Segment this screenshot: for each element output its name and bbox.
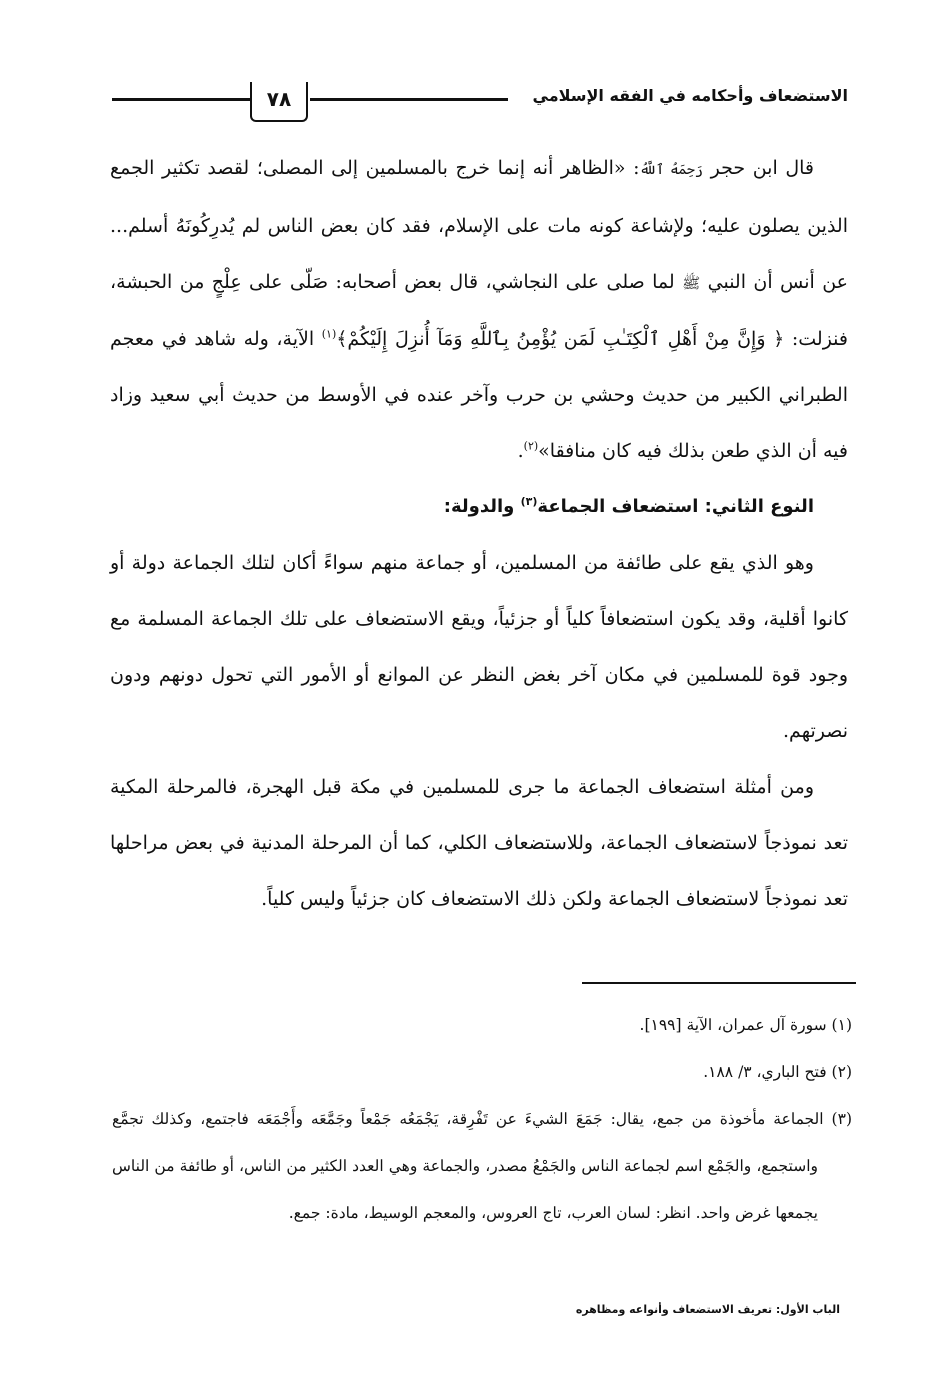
section-heading: النوع الثاني: استضعاف الجماعة$^{(٣)}$ والدولة: bbox=[443, 495, 814, 517]
paragraph-examples: ومن أمثلة استضعاف الجماعة ما جرى للمسلمين في مكة قبل الهجرة، فالمرحلة المكية تعد نموذجاً لاستضعاف الجماعة، وللاستضعاف الكلي، كما أن المرحلة المدنية في بعض مراحلها تعد نموذجاً لاستضعاف الجماعة ولكن ذلك الاستضعاف كان جزئياً وليس كلياً. bbox=[110, 776, 848, 910]
footnote-ref-3[interactable]: (٣) bbox=[520, 495, 538, 508]
paragraph-quote: قال ابن حجر رَحِمَهُ ٱللَّهُ: «الظاهر أنه إنما خرج بالمسلمين إلى المصلى؛ لقصد تكثير الجمع الذين يصلون عليه؛ ولإشاعة كونه مات على الإسلام، فقد كان بعض الناس لم يُدرِكُونَهُ أسلم... عن أنس أن النبي ﷺ لما صلى على النجاشي، قال بعض أصحابه: صَلّى على عِلْجٍ من الحبشة، فنزلت: ﴿ وَإِنَّ مِنْ أَهْلِ ٱلْكِتَـٰبِ لَمَن يُؤْمِنُ بِٱللَّهِ وَمَآ أُنزِلَ إِلَيْكُمْ﴾$^{(١)}$ الآية، وله شاهد في معجم الطبراني الكبير من حديث وحشي بن حرب وآخر عنده في الأوسط من حديث أبي سعيد وزاد فيه أن الذي طعن بذلك فيه كان منافقا»$^{(٢)}$. bbox=[110, 157, 849, 462]
main-text bbox=[110, 140, 848, 927]
footnote-ref-1[interactable]: (١) bbox=[321, 327, 337, 341]
running-title: الاستضعاف وأحكامه في الفقه الإسلامي bbox=[532, 86, 848, 105]
paragraph-definition: وهو الذي يقع على طائفة من المسلمين، أو جماعة منهم سواءً أكان لتلك الجماعة دولة أو كانوا أقلية، وقد يكون استضعافاً كلياً أو جزئياً، ويقع الاستضعاف على تلك الجماعة المسلمة مع وجود قوة للمسلمين في مكان آخر بغض النظر عن الموانع أو الأمور التي تحول دونهم ودون نصرتهم. bbox=[110, 552, 848, 742]
page-header bbox=[112, 78, 848, 122]
honorific-glyph: رَحِمَهُ ٱللَّهُ bbox=[639, 162, 703, 178]
footnote-2: (٢) فتح الباري، ٣/ ١٨٨. bbox=[703, 1063, 852, 1081]
footnote-ref-2[interactable]: (٢) bbox=[523, 439, 539, 453]
header-rule-middle bbox=[310, 98, 508, 101]
footnote-1: (١) سورة آل عمران، الآية [١٩٩]. bbox=[639, 1016, 852, 1034]
header-rule-left bbox=[112, 98, 252, 101]
footnotes bbox=[112, 1002, 852, 1237]
page-number: ٧٨ bbox=[250, 82, 308, 122]
footnote-3: (٣) الجماعة مأخوذة من جمع، يقال: جَمَعَ الشيءَ عن تَفْرِقة، يَجْمَعُه جَمْعاً وجَمَّعَه وأَجْمَعَه فاجتمع، وكذلك تجمَّع واستجمع، والجَمْع اسم لجماعة الناس والجَمْعُ مصدر، والجماعة وهي العدد الكثير من الناس، أو طائفة من الناس يجمعها غرض واحد. انظر: لسان العرب، تاج العروس، والمعجم الوسيط، مادة: جمع. bbox=[112, 1110, 852, 1222]
footnote-separator bbox=[582, 982, 856, 984]
honorific-glyph: ﷺ bbox=[682, 274, 701, 292]
running-footer: الباب الأول: تعريف الاستضعاف وأنواعه ومظاهره bbox=[575, 1303, 840, 1316]
